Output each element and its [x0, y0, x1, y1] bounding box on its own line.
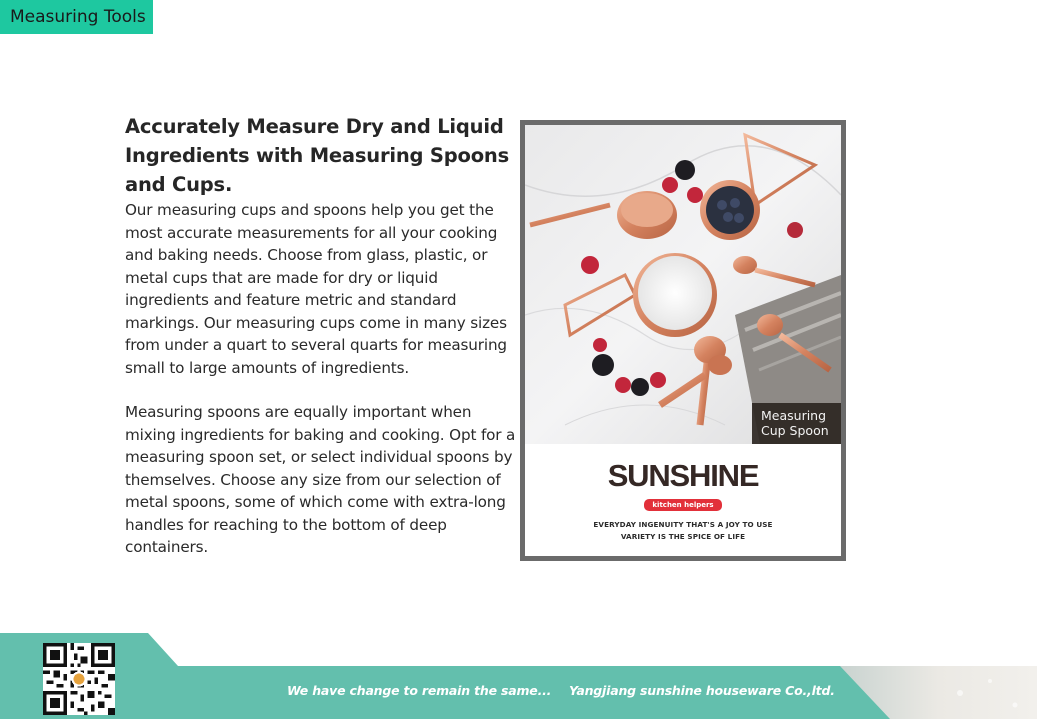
tagline-line2: VARIETY IS THE SPICE OF LIFE: [620, 532, 746, 541]
article-paragraph-spoons: Measuring spoons are equally important when mixing ingredients for baking and cooking. Opt for a measuring spoon set, or select individual spoons by themselves. Choose any size from our selection of metal spoons, some of which come with extra-long handles for reaching to the bottom of deep containers.: [125, 403, 516, 556]
product-poster: [520, 120, 846, 561]
qr-code-icon: [43, 643, 115, 715]
footer-slogan: We have change to remain the same...: [287, 683, 552, 698]
footer-band: [0, 633, 1037, 719]
brand-tagline: [525, 519, 841, 543]
product-photo: [525, 125, 841, 444]
brand-logo: SUNSHINE: [607, 458, 759, 493]
photo-label-line2: Cup Spoon: [761, 423, 829, 438]
photo-label: [752, 403, 841, 444]
tagline-line1: EVERYDAY INGENUITY THAT'S A JOY TO USE: [593, 520, 773, 529]
brand-sub-badge: kitchen helpers: [644, 499, 721, 511]
article-headline: Accurately Measure Dry and Liquid Ingredients with Measuring Spoons and Cups.: [125, 115, 509, 196]
article-paragraph-cups: Our measuring cups and spoons help you get the most accurate measurements for all your cooking and baking needs. Choose from glass, plastic, or metal cups that are made for dry or liquid ingredients and feature metric and standard markings. Our measuring cups come in many sizes from under a quart to several quarts for measuring small to large amounts of ingredients.: [125, 201, 507, 377]
section-tag: Measuring Tools: [0, 0, 153, 34]
photo-label-line1: Measuring: [761, 408, 827, 423]
article: [125, 112, 517, 559]
brand-panel: [525, 444, 841, 556]
footer-company: Yangjiang sunshine houseware Co.,ltd.: [569, 683, 835, 698]
